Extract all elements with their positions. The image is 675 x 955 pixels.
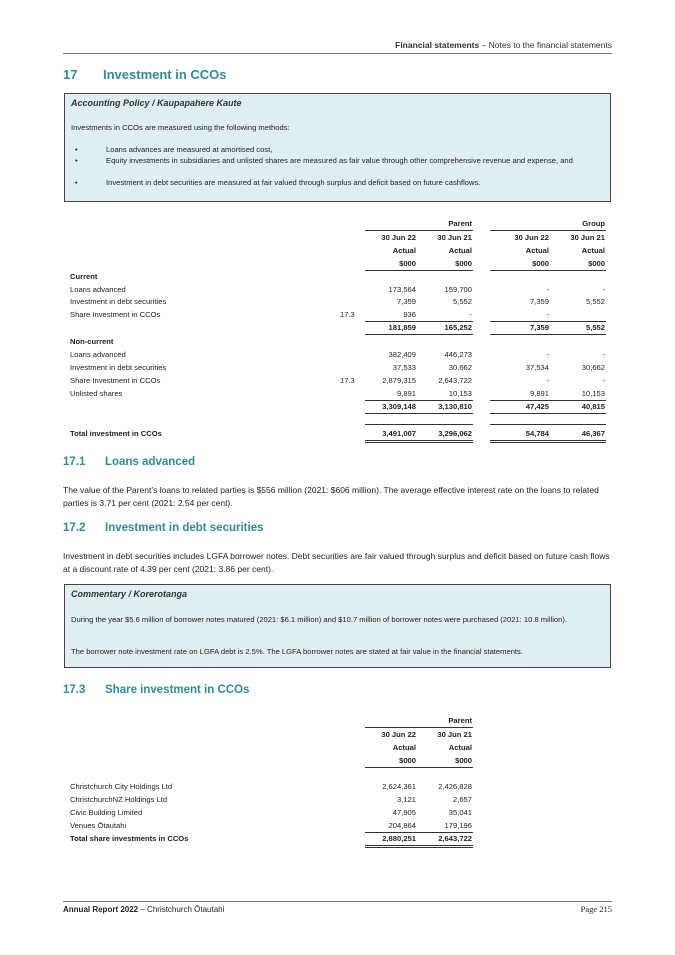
row-value: 2,657 xyxy=(452,795,472,804)
row-value: - xyxy=(469,310,472,319)
col-unit-1: $000 xyxy=(399,756,416,765)
col-date-3: 30 Jun 22 xyxy=(514,233,549,242)
policy-title: Accounting Policy / Kaupapahere Kaute xyxy=(71,98,242,108)
row-note: 17.3 xyxy=(340,376,355,385)
policy-bullet-text: Investment in debt securities are measured at fair valued through surplus and deficit based on future cashflows. xyxy=(106,178,481,187)
commentary-paragraph: The borrower note investment rate on LGFA debt is 2.5%. The LGFA borrower notes are stated at fair value in the financial statements. xyxy=(71,647,523,656)
col-actual-4: Actual xyxy=(581,246,605,255)
row-value: 30,662 xyxy=(581,363,605,372)
row-label: Christchurch City Holdings Ltd xyxy=(70,782,173,791)
subtotal-rule xyxy=(490,413,606,414)
current-heading: Current xyxy=(70,272,98,281)
subsection-title: Share investment in CCOs xyxy=(105,684,250,696)
row-label: Loans advanced xyxy=(70,350,126,359)
row-value: 9,891 xyxy=(396,389,416,398)
row-value: - xyxy=(602,350,605,359)
row-value: 47,905 xyxy=(392,808,416,817)
subsection-title: Loans advanced xyxy=(105,456,196,468)
col-date-2: 30 Jun 21 xyxy=(437,233,472,242)
footer-divider xyxy=(63,901,612,902)
noncurrent-total: 3,130,810 xyxy=(438,402,472,411)
row-value: - xyxy=(546,310,549,319)
row-value: 3,121 xyxy=(396,795,416,804)
col-date-4: 30 Jun 21 xyxy=(570,233,605,242)
subsection-number: 17.3 xyxy=(63,684,86,696)
subtotal-rule xyxy=(490,334,606,335)
row-value: 30,662 xyxy=(448,363,472,372)
grand-total: 3,296,062 xyxy=(438,429,472,438)
row-label: Share Investment in CCOs xyxy=(70,310,161,319)
col-unit-2: $000 xyxy=(455,756,472,765)
col-date-2: 30 Jun 21 xyxy=(437,730,472,739)
subsection-heading xyxy=(63,456,195,468)
subsection-heading xyxy=(63,684,249,696)
row-value: 2,879,315 xyxy=(382,376,416,385)
row-value: - xyxy=(546,350,549,359)
subsection-number: 17.1 xyxy=(63,456,86,468)
grand-total-rule xyxy=(490,424,606,425)
row-label: Civic Building Limited xyxy=(70,808,143,817)
header-rest: – Notes to the financial statements xyxy=(479,40,612,50)
commentary-title: Commentary / Korerotanga xyxy=(71,589,188,599)
grand-total-rule xyxy=(365,440,473,441)
row-value: 5,552 xyxy=(452,297,472,306)
grand-total: 3,491,007 xyxy=(382,429,416,438)
noncurrent-total: 40,815 xyxy=(581,402,605,411)
section-number: 17 xyxy=(63,67,78,82)
current-total: 5,552 xyxy=(585,323,605,332)
debt-securities-paragraph: Investment in debt securities includes LGFA borrower notes. Debt securities are fair valued through surplus and deficit based on future cash flows at a discount rate of 4.39 per cent (2021: 3.86 per cent). xyxy=(63,551,610,574)
accounting-policy-box xyxy=(64,93,611,202)
loans-paragraph: The value of the Parent’s loans to related parties is $556 million (2021: $606 million). The average effective interest rate on the loans to related parties is 3.71 per cent (2021: 2.54 per cent). xyxy=(63,485,599,508)
noncurrent-total: 3,309,148 xyxy=(382,402,416,411)
policy-intro: Investments in CCOs are measured using the following methods: xyxy=(71,123,290,132)
row-value: 936 xyxy=(403,310,416,319)
row-value: 7,359 xyxy=(529,297,549,306)
policy-bullet-text: Loans advances are measured at amortised cost, xyxy=(106,145,273,154)
subtotal-rule xyxy=(365,400,473,401)
parent-group-header: Parent xyxy=(448,219,472,228)
row-value: 446,273 xyxy=(444,350,472,359)
col-unit-2: $000 xyxy=(455,259,472,268)
row-value: 204,864 xyxy=(388,821,416,830)
running-header xyxy=(395,40,612,50)
col-actual-1: Actual xyxy=(392,246,416,255)
policy-bullet-text: Equity investments in subsidiaries and unlisted shares are measured as fair value through other comprehensive revenue and expense, and xyxy=(106,156,573,165)
parent-group-header: Parent xyxy=(448,716,472,725)
row-value: 2,624,361 xyxy=(382,782,416,791)
row-label: Share Investment in CCOs xyxy=(70,376,161,385)
row-label: Investment in debt securities xyxy=(70,363,167,372)
row-value: - xyxy=(602,376,605,385)
row-value: 2,426,828 xyxy=(438,782,472,791)
total-rule xyxy=(365,832,473,833)
parent-header-rule xyxy=(365,230,473,231)
header-bold: Financial statements xyxy=(395,40,480,50)
total-label: Total share investments in CCOs xyxy=(70,834,189,843)
grand-total: 46,367 xyxy=(581,429,605,438)
col-actual-3: Actual xyxy=(525,246,549,255)
row-label: Loans advanced xyxy=(70,285,126,294)
section-heading xyxy=(63,67,227,82)
col-unit-3: $000 xyxy=(532,259,549,268)
commentary-box xyxy=(64,584,611,668)
col-unit-1: $000 xyxy=(399,259,416,268)
row-value: - xyxy=(602,285,605,294)
grand-total-rule xyxy=(490,440,606,441)
grand-total-label: Total investment in CCOs xyxy=(70,429,162,438)
bullet-glyph: • xyxy=(75,156,78,165)
current-total: 165,252 xyxy=(444,323,472,332)
unit-rule-parent xyxy=(365,270,473,271)
commentary-paragraph: During the year $5.6 million of borrower notes matured (2021: $6.1 million) and $10.7 million of borrower notes were purchased (2021: 10.8 million). xyxy=(71,615,567,624)
noncurrent-heading: Non-current xyxy=(70,337,114,346)
row-value: 382,409 xyxy=(388,350,416,359)
row-value: 10,153 xyxy=(448,389,472,398)
row-value: 10,153 xyxy=(581,389,605,398)
total-rule xyxy=(365,847,473,848)
subtotal-rule xyxy=(490,321,606,322)
row-label: ChristchurchNZ Holdings Ltd xyxy=(70,795,168,804)
page-number: Page 215 xyxy=(580,904,612,914)
row-value: 37,533 xyxy=(392,363,416,372)
subsection-title: Investment in debt securities xyxy=(105,522,264,534)
row-note: 17.3 xyxy=(340,310,355,319)
section-title: Investment in CCOs xyxy=(103,67,227,82)
group-header-rule xyxy=(490,230,606,231)
grand-total-rule xyxy=(490,442,606,443)
bullet-glyph: • xyxy=(75,178,78,187)
row-value: 7,359 xyxy=(396,297,416,306)
group-group-header: Group xyxy=(582,219,605,228)
row-value: 173,564 xyxy=(388,285,416,294)
unit-rule xyxy=(365,767,473,768)
row-label: Venues Ōtautahi xyxy=(70,821,127,830)
total-value: 2,880,251 xyxy=(382,834,416,843)
row-value: - xyxy=(546,285,549,294)
unit-rule-group xyxy=(490,270,606,271)
header-divider xyxy=(63,53,612,54)
col-actual-1: Actual xyxy=(392,743,416,752)
row-value: 9,891 xyxy=(529,389,549,398)
col-date-1: 30 Jun 22 xyxy=(381,233,416,242)
parent-header-rule xyxy=(365,727,473,728)
row-label: Unlisted shares xyxy=(70,389,123,398)
footer-text xyxy=(63,905,224,914)
col-unit-4: $000 xyxy=(588,259,605,268)
footer-rest: – Christchurch Ōtautahi xyxy=(138,905,225,914)
row-value: - xyxy=(546,376,549,385)
bullet-glyph: • xyxy=(75,145,78,154)
current-total: 7,359 xyxy=(529,323,549,332)
col-date-1: 30 Jun 22 xyxy=(381,730,416,739)
row-value: 2,643,722 xyxy=(438,376,472,385)
col-actual-2: Actual xyxy=(448,246,472,255)
noncurrent-total: 47,425 xyxy=(525,402,549,411)
grand-total-rule xyxy=(365,424,473,425)
row-value: 37,534 xyxy=(525,363,549,372)
subtotal-rule xyxy=(490,400,606,401)
subtotal-rule xyxy=(365,321,473,322)
row-value: 179,196 xyxy=(444,821,472,830)
grand-total: 54,784 xyxy=(525,429,549,438)
subsection-heading xyxy=(63,522,264,534)
col-actual-2: Actual xyxy=(448,743,472,752)
subtotal-rule xyxy=(365,334,473,335)
total-value: 2,643,722 xyxy=(438,834,472,843)
row-value: 159,700 xyxy=(444,285,472,294)
row-label: Investment in debt securities xyxy=(70,297,167,306)
subsection-number: 17.2 xyxy=(63,522,86,534)
row-value: 35,041 xyxy=(448,808,472,817)
subtotal-rule xyxy=(365,413,473,414)
total-rule xyxy=(365,845,473,846)
row-value: 5,552 xyxy=(585,297,605,306)
current-total: 181,859 xyxy=(388,323,416,332)
footer-bold: Annual Report 2022 xyxy=(63,905,139,914)
grand-total-rule xyxy=(365,442,473,443)
